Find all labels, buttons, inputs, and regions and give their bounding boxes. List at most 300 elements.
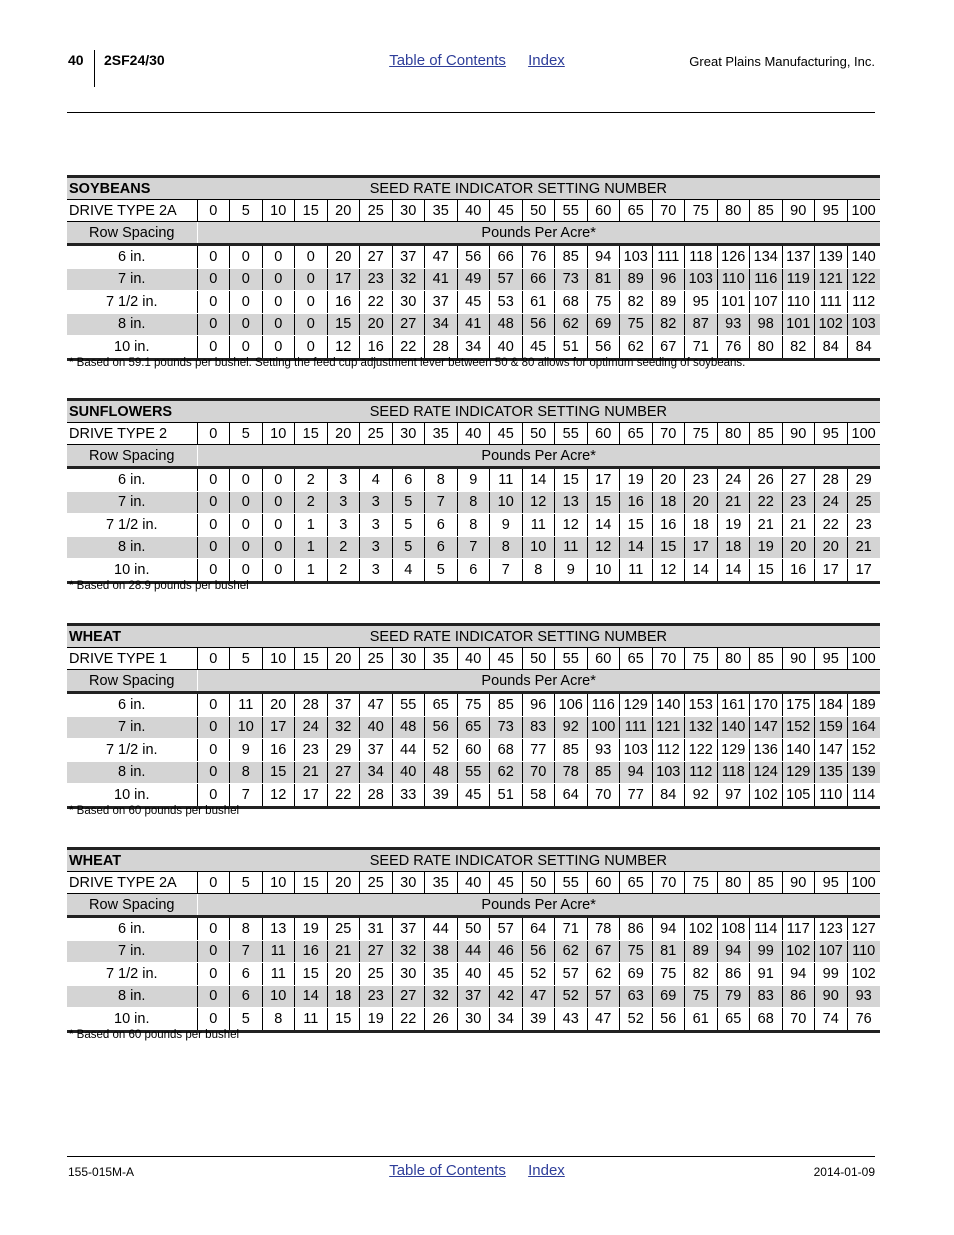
rate-value: 15 xyxy=(327,313,360,336)
setting-number: 95 xyxy=(815,648,848,670)
setting-number: 100 xyxy=(847,872,880,894)
rate-value: 3 xyxy=(360,536,393,559)
table-row xyxy=(67,313,880,336)
rate-value: 6 xyxy=(230,985,263,1008)
rate-value: 57 xyxy=(490,268,523,291)
setting-number: 65 xyxy=(620,872,653,894)
setting-number: 85 xyxy=(750,423,783,445)
rate-value: 32 xyxy=(327,716,360,739)
page-header xyxy=(0,0,954,120)
rate-value: 40 xyxy=(457,963,490,986)
crop-name: WHEAT xyxy=(67,849,197,872)
setting-number: 20 xyxy=(327,648,360,670)
setting-number: 15 xyxy=(295,200,328,222)
setting-number: 15 xyxy=(295,423,328,445)
rate-value: 77 xyxy=(522,739,555,762)
seed-rate-table xyxy=(67,398,880,584)
rate-value: 110 xyxy=(815,784,848,808)
rate-value: 14 xyxy=(522,468,555,492)
setting-number: 5 xyxy=(230,200,263,222)
rate-value: 103 xyxy=(620,245,653,269)
doc-code: 155-015M-A xyxy=(68,1165,135,1179)
rate-value: 44 xyxy=(457,940,490,963)
rate-value: 12 xyxy=(262,784,295,808)
rate-value: 77 xyxy=(620,784,653,808)
setting-number: 90 xyxy=(782,872,815,894)
rate-value: 18 xyxy=(327,985,360,1008)
setting-number: 45 xyxy=(490,200,523,222)
rate-value: 129 xyxy=(717,739,750,762)
rate-value: 11 xyxy=(262,963,295,986)
rate-value: 103 xyxy=(620,739,653,762)
rate-value: 81 xyxy=(652,940,685,963)
rate-value: 16 xyxy=(620,491,653,514)
drive-type: DRIVE TYPE 2A xyxy=(67,872,197,894)
rate-value: 123 xyxy=(815,917,848,941)
table-row xyxy=(67,784,880,808)
rate-value: 40 xyxy=(392,761,425,784)
row-spacing-label: Row Spacing xyxy=(67,894,197,917)
rate-value: 32 xyxy=(425,985,458,1008)
rate-value: 84 xyxy=(652,784,685,808)
rate-value: 69 xyxy=(587,313,620,336)
rate-value: 69 xyxy=(620,963,653,986)
rate-value: 91 xyxy=(750,963,783,986)
setting-number: 5 xyxy=(230,872,263,894)
rate-value: 0 xyxy=(197,245,230,269)
rate-value: 12 xyxy=(587,536,620,559)
rate-value: 99 xyxy=(750,940,783,963)
rate-value: 5 xyxy=(392,514,425,537)
rate-value: 17 xyxy=(815,559,848,583)
rate-value: 41 xyxy=(425,268,458,291)
rate-value: 76 xyxy=(522,245,555,269)
seed-rate-table xyxy=(67,175,880,361)
setting-number: 25 xyxy=(360,200,393,222)
rate-value: 65 xyxy=(425,693,458,717)
rate-value: 0 xyxy=(197,491,230,514)
setting-title: SEED RATE INDICATOR SETTING NUMBER xyxy=(197,177,880,200)
rate-value: 9 xyxy=(457,468,490,492)
rate-value: 96 xyxy=(522,693,555,717)
rate-value: 101 xyxy=(717,291,750,314)
rate-value: 11 xyxy=(295,1008,328,1032)
rate-value: 29 xyxy=(327,739,360,762)
rate-value: 37 xyxy=(392,245,425,269)
rate-value: 80 xyxy=(750,336,783,360)
rate-value: 8 xyxy=(425,468,458,492)
units-label: Pounds Per Acre* xyxy=(197,445,880,468)
rate-value: 118 xyxy=(717,761,750,784)
rate-value: 9 xyxy=(490,514,523,537)
rate-value: 0 xyxy=(230,291,263,314)
seed-table xyxy=(67,847,876,1033)
row-spacing: 7 1/2 in. xyxy=(67,739,197,762)
rate-value: 0 xyxy=(197,336,230,360)
rate-value: 0 xyxy=(262,268,295,291)
rate-value: 30 xyxy=(392,963,425,986)
rate-value: 58 xyxy=(522,784,555,808)
rate-value: 127 xyxy=(847,917,880,941)
rate-value: 78 xyxy=(555,761,588,784)
rate-value: 0 xyxy=(262,313,295,336)
rate-value: 69 xyxy=(652,985,685,1008)
rate-value: 81 xyxy=(587,268,620,291)
table-row xyxy=(67,940,880,963)
rate-value: 139 xyxy=(847,761,880,784)
rate-value: 139 xyxy=(815,245,848,269)
setting-title: SEED RATE INDICATOR SETTING NUMBER xyxy=(197,849,880,872)
rate-value: 26 xyxy=(750,468,783,492)
rate-value: 112 xyxy=(847,291,880,314)
setting-number: 70 xyxy=(652,200,685,222)
setting-title: SEED RATE INDICATOR SETTING NUMBER xyxy=(197,400,880,423)
rate-value: 6 xyxy=(392,468,425,492)
rate-value: 32 xyxy=(392,268,425,291)
rate-value: 57 xyxy=(555,963,588,986)
setting-number: 85 xyxy=(750,648,783,670)
rate-value: 0 xyxy=(197,917,230,941)
setting-number: 0 xyxy=(197,872,230,894)
rate-value: 17 xyxy=(327,268,360,291)
rate-value: 0 xyxy=(230,468,263,492)
rate-value: 112 xyxy=(652,739,685,762)
rate-value: 161 xyxy=(717,693,750,717)
table-row xyxy=(67,963,880,986)
setting-number: 90 xyxy=(782,423,815,445)
rate-value: 0 xyxy=(197,784,230,808)
row-spacing: 10 in. xyxy=(67,784,197,808)
table-row xyxy=(67,514,880,537)
rate-value: 13 xyxy=(555,491,588,514)
header-index-link[interactable]: Index xyxy=(528,52,565,69)
setting-number: 60 xyxy=(587,200,620,222)
rate-value: 10 xyxy=(490,491,523,514)
page-number: 40 xyxy=(68,52,84,68)
row-spacing: 8 in. xyxy=(67,313,197,336)
rate-value: 23 xyxy=(847,514,880,537)
rate-value: 20 xyxy=(327,245,360,269)
table-row xyxy=(67,291,880,314)
rate-value: 0 xyxy=(197,940,230,963)
rate-value: 56 xyxy=(652,1008,685,1032)
rate-value: 75 xyxy=(652,963,685,986)
setting-number: 80 xyxy=(717,648,750,670)
setting-number: 5 xyxy=(230,648,263,670)
rate-value: 92 xyxy=(685,784,718,808)
rate-value: 184 xyxy=(815,693,848,717)
rate-value: 3 xyxy=(360,514,393,537)
rate-value: 75 xyxy=(620,313,653,336)
table-footnote: * Based on 28.9 pounds per bushel xyxy=(69,580,249,592)
rate-value: 22 xyxy=(392,1008,425,1032)
rate-value: 12 xyxy=(652,559,685,583)
rate-value: 13 xyxy=(262,917,295,941)
rate-value: 121 xyxy=(815,268,848,291)
rate-value: 39 xyxy=(522,1008,555,1032)
rate-value: 7 xyxy=(230,940,263,963)
rate-value: 102 xyxy=(815,313,848,336)
rate-value: 19 xyxy=(717,514,750,537)
rate-value: 103 xyxy=(685,268,718,291)
rate-value: 15 xyxy=(587,491,620,514)
setting-number: 80 xyxy=(717,872,750,894)
setting-number: 15 xyxy=(295,872,328,894)
setting-number: 80 xyxy=(717,200,750,222)
rate-value: 18 xyxy=(685,514,718,537)
rate-value: 8 xyxy=(457,491,490,514)
rate-value: 85 xyxy=(555,245,588,269)
footer-rule xyxy=(67,1156,875,1157)
rate-value: 94 xyxy=(620,761,653,784)
rate-value: 102 xyxy=(685,917,718,941)
rate-value: 103 xyxy=(847,313,880,336)
setting-number: 65 xyxy=(620,423,653,445)
seed-table xyxy=(67,623,876,809)
rate-value: 14 xyxy=(717,559,750,583)
setting-number: 20 xyxy=(327,423,360,445)
units-label: Pounds Per Acre* xyxy=(197,670,880,693)
rate-value: 30 xyxy=(392,291,425,314)
rate-value: 38 xyxy=(425,940,458,963)
rate-value: 68 xyxy=(490,739,523,762)
rate-value: 20 xyxy=(652,468,685,492)
rate-value: 56 xyxy=(587,336,620,360)
rate-value: 94 xyxy=(782,963,815,986)
rate-value: 16 xyxy=(782,559,815,583)
rate-value: 0 xyxy=(262,336,295,360)
rate-value: 10 xyxy=(522,536,555,559)
rate-value: 94 xyxy=(587,245,620,269)
rate-value: 105 xyxy=(782,784,815,808)
rate-value: 137 xyxy=(782,245,815,269)
rate-value: 8 xyxy=(230,917,263,941)
rate-value: 20 xyxy=(327,963,360,986)
setting-number: 70 xyxy=(652,872,685,894)
rate-value: 102 xyxy=(750,784,783,808)
rate-value: 79 xyxy=(717,985,750,1008)
rate-value: 97 xyxy=(717,784,750,808)
setting-number: 80 xyxy=(717,423,750,445)
rate-value: 16 xyxy=(295,940,328,963)
table-row xyxy=(67,468,880,492)
rate-value: 76 xyxy=(847,1008,880,1032)
header-toc-link[interactable]: Table of Contents xyxy=(389,52,506,69)
rate-value: 52 xyxy=(555,985,588,1008)
units-label: Pounds Per Acre* xyxy=(197,894,880,917)
rate-value: 85 xyxy=(555,739,588,762)
footer-index-link[interactable]: Index xyxy=(528,1162,565,1179)
rate-value: 117 xyxy=(782,917,815,941)
setting-number: 70 xyxy=(652,423,685,445)
rate-value: 100 xyxy=(587,716,620,739)
rate-value: 18 xyxy=(652,491,685,514)
rate-value: 73 xyxy=(555,268,588,291)
rate-value: 15 xyxy=(327,1008,360,1032)
rate-value: 62 xyxy=(587,963,620,986)
setting-number: 30 xyxy=(392,423,425,445)
rate-value: 9 xyxy=(555,559,588,583)
rate-value: 12 xyxy=(555,514,588,537)
rate-value: 61 xyxy=(685,1008,718,1032)
rate-value: 0 xyxy=(197,739,230,762)
rate-value: 0 xyxy=(295,291,328,314)
row-spacing: 7 1/2 in. xyxy=(67,514,197,537)
rate-value: 0 xyxy=(197,514,230,537)
seed-rate-table xyxy=(67,623,880,809)
rate-value: 34 xyxy=(425,313,458,336)
setting-number: 65 xyxy=(620,200,653,222)
rate-value: 17 xyxy=(262,716,295,739)
rate-value: 134 xyxy=(750,245,783,269)
table-row xyxy=(67,559,880,583)
rate-value: 37 xyxy=(457,985,490,1008)
setting-number: 45 xyxy=(490,872,523,894)
rate-value: 107 xyxy=(815,940,848,963)
rate-value: 86 xyxy=(782,985,815,1008)
table-row xyxy=(67,739,880,762)
setting-number: 75 xyxy=(685,423,718,445)
setting-number: 55 xyxy=(555,648,588,670)
setting-number: 10 xyxy=(262,872,295,894)
setting-number: 10 xyxy=(262,423,295,445)
rate-value: 147 xyxy=(815,739,848,762)
table-footnote: * Based on 59.1 pounds per bushel. Setting the feed cup adjustment lever between 50 & 80 allows for optimum seeding of soybeans. xyxy=(69,357,746,369)
setting-number: 100 xyxy=(847,200,880,222)
header-rule xyxy=(67,112,875,113)
table-footnote: * Based on 60 pounds per bushel xyxy=(69,1029,240,1041)
rate-value: 140 xyxy=(847,245,880,269)
rate-value: 47 xyxy=(587,1008,620,1032)
rate-value: 152 xyxy=(847,739,880,762)
rate-value: 15 xyxy=(652,536,685,559)
setting-number: 90 xyxy=(782,648,815,670)
setting-number: 0 xyxy=(197,423,230,445)
crop-name: SOYBEANS xyxy=(67,177,197,200)
rate-value: 11 xyxy=(490,468,523,492)
rate-value: 0 xyxy=(197,963,230,986)
rate-value: 0 xyxy=(230,245,263,269)
rate-value: 135 xyxy=(815,761,848,784)
rate-value: 0 xyxy=(295,313,328,336)
rate-value: 86 xyxy=(620,917,653,941)
rate-value: 7 xyxy=(230,784,263,808)
rate-value: 17 xyxy=(847,559,880,583)
rate-value: 6 xyxy=(425,514,458,537)
rate-value: 16 xyxy=(327,291,360,314)
rate-value: 107 xyxy=(750,291,783,314)
rate-value: 34 xyxy=(360,761,393,784)
setting-number: 30 xyxy=(392,648,425,670)
rate-value: 19 xyxy=(360,1008,393,1032)
rate-value: 89 xyxy=(620,268,653,291)
rate-value: 40 xyxy=(360,716,393,739)
rate-value: 87 xyxy=(685,313,718,336)
setting-number: 50 xyxy=(522,872,555,894)
rate-value: 1 xyxy=(295,536,328,559)
rate-value: 21 xyxy=(782,514,815,537)
rate-value: 99 xyxy=(815,963,848,986)
rate-value: 50 xyxy=(457,917,490,941)
setting-number: 10 xyxy=(262,648,295,670)
setting-number: 55 xyxy=(555,423,588,445)
rate-value: 17 xyxy=(295,784,328,808)
setting-number: 60 xyxy=(587,423,620,445)
row-spacing: 7 in. xyxy=(67,716,197,739)
rate-value: 2 xyxy=(327,559,360,583)
rate-value: 74 xyxy=(815,1008,848,1032)
rate-value: 15 xyxy=(295,963,328,986)
rate-value: 110 xyxy=(717,268,750,291)
table-row xyxy=(67,693,880,717)
rate-value: 1 xyxy=(295,514,328,537)
rate-value: 53 xyxy=(490,291,523,314)
rate-value: 3 xyxy=(327,491,360,514)
rate-value: 0 xyxy=(197,985,230,1008)
rate-value: 170 xyxy=(750,693,783,717)
row-spacing: 8 in. xyxy=(67,985,197,1008)
rate-value: 2 xyxy=(327,536,360,559)
rate-value: 66 xyxy=(490,245,523,269)
setting-number: 100 xyxy=(847,423,880,445)
rate-value: 4 xyxy=(392,559,425,583)
rate-value: 8 xyxy=(230,761,263,784)
rate-value: 0 xyxy=(262,491,295,514)
rate-value: 159 xyxy=(815,716,848,739)
rate-value: 57 xyxy=(587,985,620,1008)
rate-value: 5 xyxy=(392,536,425,559)
rate-value: 8 xyxy=(490,536,523,559)
rate-value: 27 xyxy=(782,468,815,492)
setting-number: 95 xyxy=(815,423,848,445)
rate-value: 189 xyxy=(847,693,880,717)
rate-value: 52 xyxy=(425,739,458,762)
rate-value: 70 xyxy=(587,784,620,808)
rate-value: 22 xyxy=(392,336,425,360)
setting-number: 40 xyxy=(457,200,490,222)
rate-value: 46 xyxy=(490,940,523,963)
rate-value: 0 xyxy=(262,468,295,492)
rate-value: 35 xyxy=(425,963,458,986)
rate-value: 17 xyxy=(587,468,620,492)
rate-value: 70 xyxy=(782,1008,815,1032)
setting-number: 55 xyxy=(555,872,588,894)
rate-value: 129 xyxy=(782,761,815,784)
rate-value: 75 xyxy=(587,291,620,314)
rate-value: 111 xyxy=(815,291,848,314)
rate-value: 121 xyxy=(652,716,685,739)
rate-value: 103 xyxy=(652,761,685,784)
rate-value: 20 xyxy=(815,536,848,559)
rate-value: 34 xyxy=(457,336,490,360)
rate-value: 71 xyxy=(685,336,718,360)
setting-number: 30 xyxy=(392,200,425,222)
rate-value: 28 xyxy=(360,784,393,808)
rate-value: 47 xyxy=(425,245,458,269)
rate-value: 85 xyxy=(587,761,620,784)
rate-value: 65 xyxy=(717,1008,750,1032)
setting-number: 30 xyxy=(392,872,425,894)
rate-value: 93 xyxy=(717,313,750,336)
rate-value: 0 xyxy=(197,313,230,336)
rate-value: 45 xyxy=(457,784,490,808)
footer-toc-link[interactable]: Table of Contents xyxy=(389,1162,506,1179)
rate-value: 3 xyxy=(360,491,393,514)
rate-value: 16 xyxy=(262,739,295,762)
rate-value: 20 xyxy=(782,536,815,559)
row-spacing: 7 in. xyxy=(67,268,197,291)
rate-value: 45 xyxy=(522,336,555,360)
